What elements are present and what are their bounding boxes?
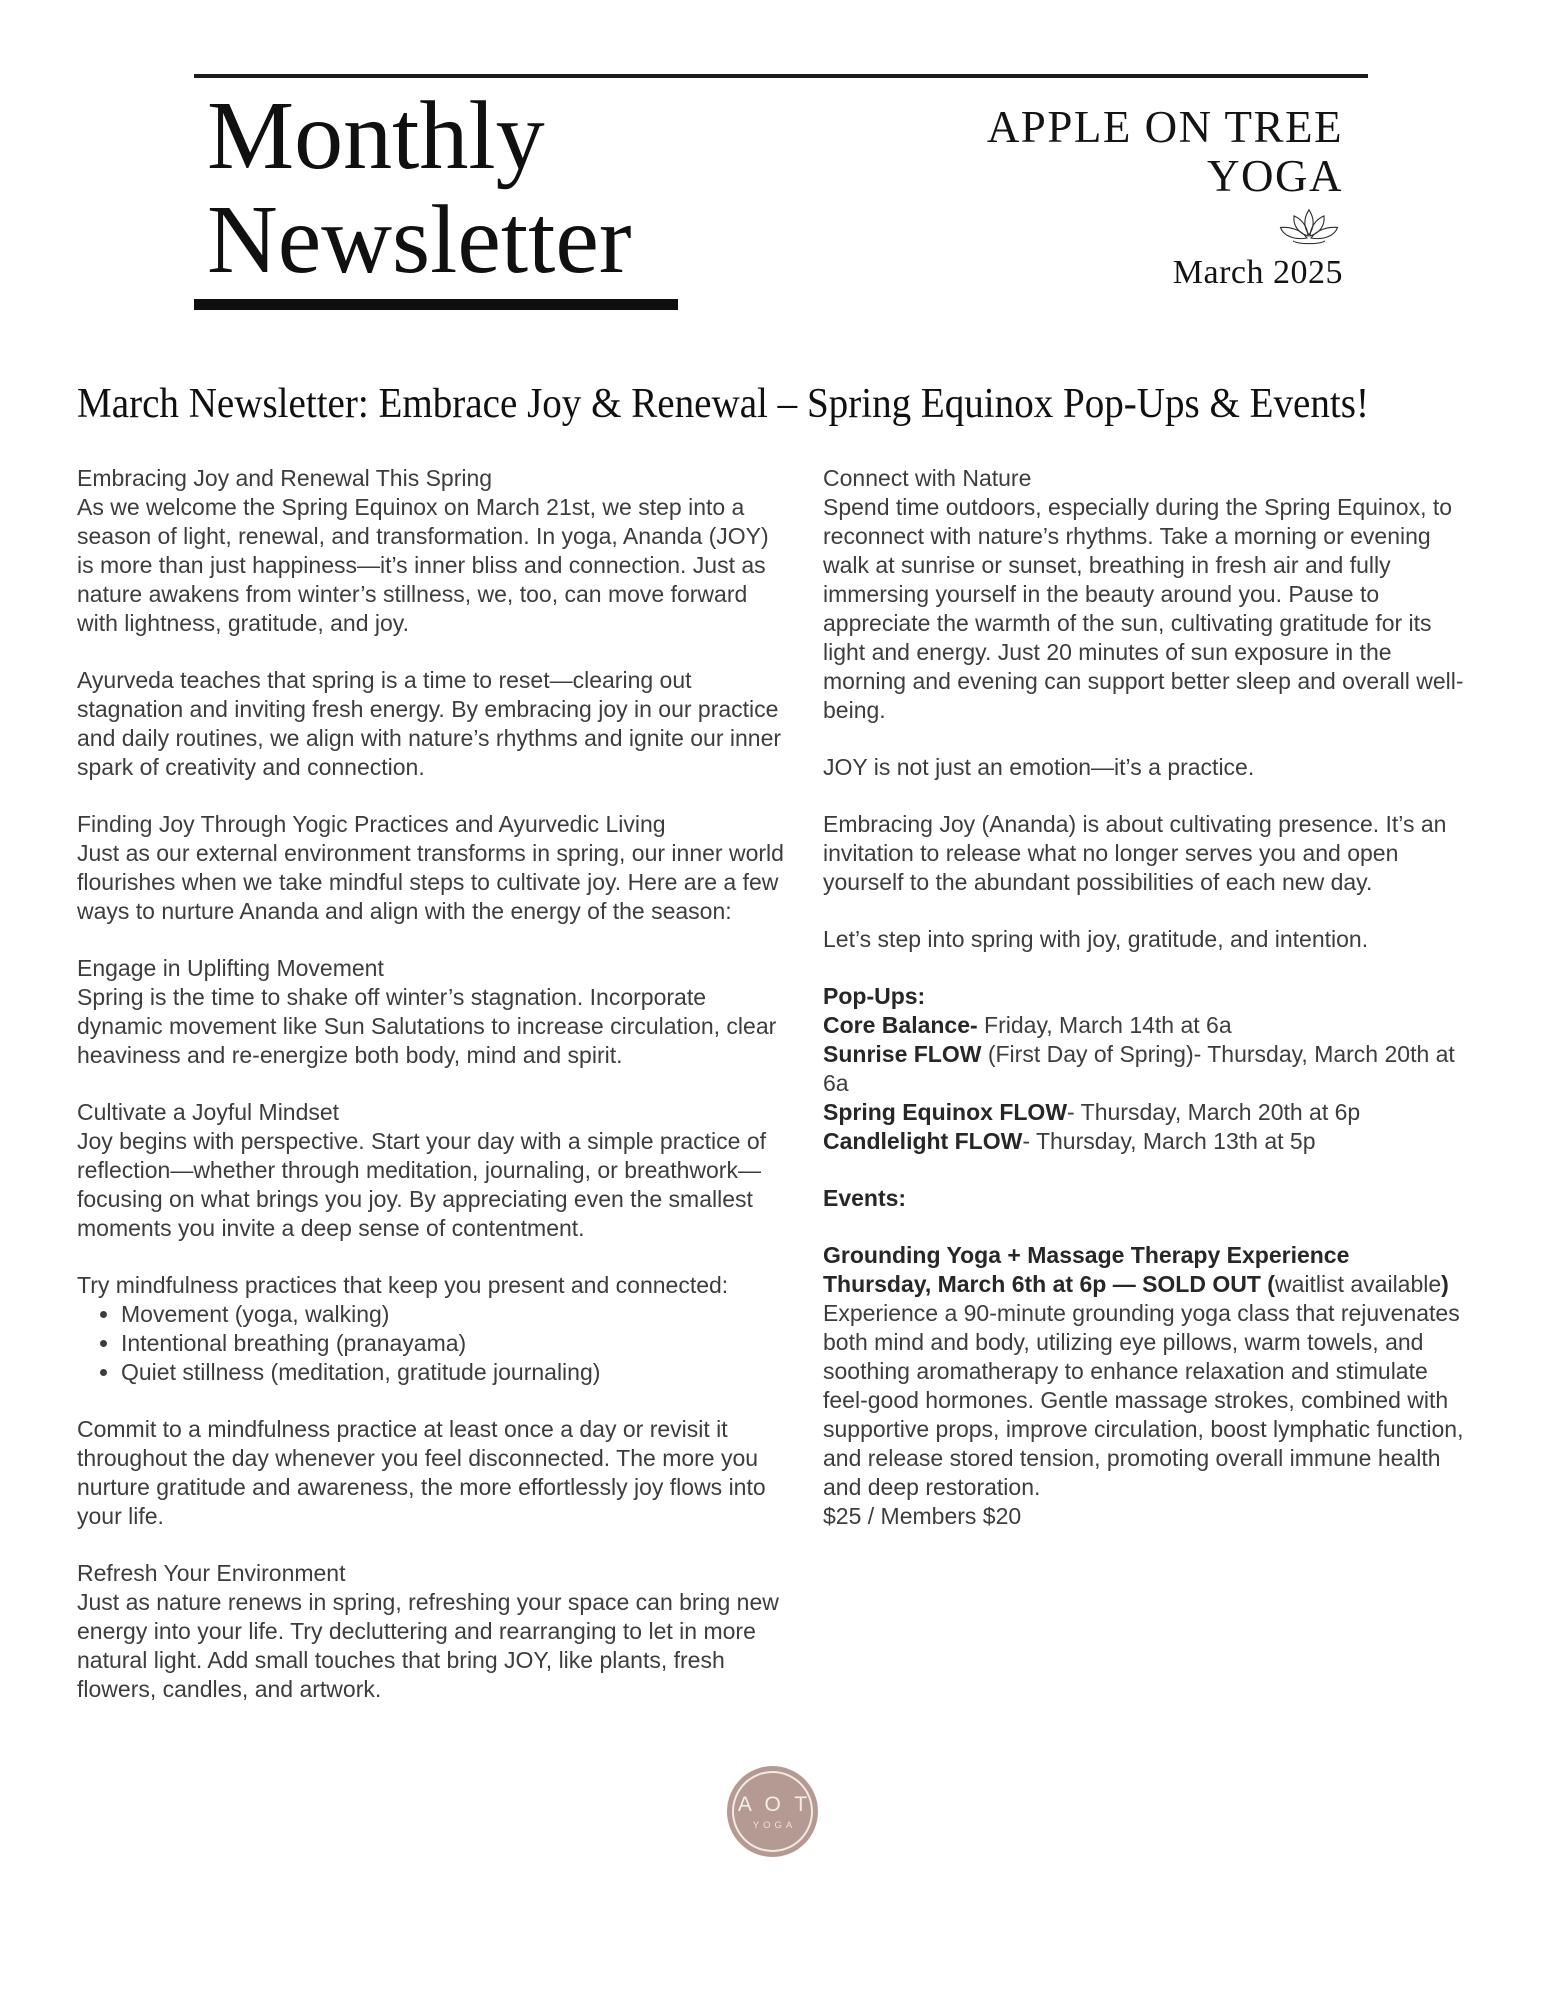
text-line (77, 954, 789, 983)
text-line (77, 839, 789, 926)
text-line (77, 493, 789, 638)
text-line (77, 1415, 789, 1531)
header-top-rule (194, 74, 1368, 78)
text-run: Connect with Nature (823, 465, 1032, 491)
text-run: Engage in Uplifting Movement (77, 955, 384, 981)
text-line (77, 1271, 789, 1300)
text-line (823, 810, 1468, 897)
paragraph-block (77, 954, 789, 1070)
text-run: Candlelight FLOW (823, 1128, 1023, 1154)
text-line (77, 1588, 789, 1704)
text-run: Try mindfulness practices that keep you present and connected: (77, 1272, 729, 1298)
text-run: Just as nature renews in spring, refreshing your space can bring new energy into your life. Try decluttering and rearranging to let in more natural light. Add small touches that bring JOY, like plants, fresh flowers, candles, and artwork. (77, 1589, 779, 1702)
newsletter-title (207, 84, 632, 292)
text-line (823, 1502, 1468, 1531)
paragraph-block (823, 753, 1468, 782)
text-run: Finding Joy Through Yogic Practices and Ayurvedic Living (77, 811, 666, 837)
bullet-item: • Movement (yoga, walking) (121, 1300, 789, 1329)
text-run: $25 / Members $20 (823, 1503, 1022, 1529)
title-underline-bar (194, 299, 678, 310)
paragraph-block (77, 1271, 789, 1300)
paragraph-block (823, 464, 1468, 725)
right-column (823, 464, 1468, 1732)
text-run: Pop-Ups: (823, 983, 926, 1009)
text-line (77, 666, 789, 782)
logo-initials: A O T (737, 1792, 812, 1816)
text-run: Experience a 90-minute grounding yoga class that rejuvenates both mind and body, utilizing eye pillows, warm towels, and soothing aromatherapy to enhance relaxation and stimulate feel-good hormones. Gentle massage strokes, combined with supportive props, improve circulation, boost lymphatic function, and release stored tension, promoting overall immune health and deep restoration. (823, 1300, 1464, 1500)
text-line (77, 983, 789, 1070)
brand-name-line-2: YOGA (1207, 151, 1343, 201)
text-run: waitlist available (1274, 1271, 1442, 1297)
text-line (77, 464, 789, 493)
text-run: Spend time outdoors, especially during the Spring Equinox, to reconnect with nature’s rhythms. Take a morning or evening walk at sunrise or sunset, breathing in fresh air and fully immersing yourself in the beauty around you. Pause to appreciate the warmth of the sun, cultivating gratitude for its light and energy. Just 20 minutes of sun exposure in the morning and evening can support better sleep and overall well-being. (823, 494, 1464, 723)
text-run: Grounding Yoga + Massage Therapy Experience (823, 1242, 1350, 1268)
text-run: As we welcome the Spring Equinox on March 21st, we step into a season of light, renewal, and transformation. In yoga, Ananda (JOY) is more than just happiness—it’s inner bliss and connection. Just as nature awakens from winter’s stillness, we, too, can move forward with lightness, gratitude, and joy. (77, 494, 769, 636)
text-run: Embracing Joy (Ananda) is about cultivating presence. It’s an invitation to release what no longer serves you and open yourself to the abundant possibilities of each new day. (823, 811, 1447, 895)
text-line (823, 1184, 1468, 1213)
text-run: Friday, March 14th at 6a (977, 1012, 1232, 1038)
bullet-list (77, 1300, 789, 1387)
text-run: Sunrise FLOW (823, 1041, 982, 1067)
paragraph-block (77, 666, 789, 782)
brand-name (987, 103, 1343, 201)
paragraph-block (77, 1415, 789, 1531)
text-line (823, 1098, 1468, 1127)
newsletter-title-line-1: Monthly (207, 82, 545, 190)
brand-block (987, 103, 1343, 292)
brand-name-line-1: APPLE ON TREE (986, 102, 1343, 152)
text-line (823, 1127, 1468, 1156)
main-headline: March Newsletter: Embrace Joy & Renewal – Spring Equinox Pop-Ups & Events! (77, 381, 1369, 427)
logo-subtext: YOGA (752, 1819, 797, 1831)
text-run: Spring Equinox FLOW (823, 1099, 1068, 1125)
text-run: - Thursday, March 20th at 6p (1067, 1099, 1361, 1125)
text-line (823, 753, 1468, 782)
text-run: Let’s step into spring with joy, gratitude, and intention. (823, 926, 1369, 952)
paragraph-block (823, 982, 1468, 1156)
text-line (823, 925, 1468, 954)
text-run: Spring is the time to shake off winter’s stagnation. Incorporate dynamic movement like Sun Salutations to increase circulation, clear heaviness and re-energize both body, mind and spirit. (77, 984, 777, 1068)
paragraph-block (823, 925, 1468, 954)
text-line (823, 493, 1468, 725)
text-line (823, 1040, 1468, 1098)
text-run: Embracing Joy and Renewal This Spring (77, 465, 493, 491)
text-line (77, 810, 789, 839)
paragraph-block (77, 810, 789, 926)
text-run: Cultivate a Joyful Mindset (77, 1099, 340, 1125)
text-line (77, 1559, 789, 1588)
text-run: Commit to a mindfulness practice at least once a day or revisit it throughout the day whenever you feel disconnected. The more you nurture gratitude and awareness, the more effortlessly joy flows into your life. (77, 1416, 766, 1529)
text-line (823, 1241, 1468, 1270)
text-run: Just as our external environment transforms in spring, our inner world flourishes when we take mindful steps to cultivate joy. Here are a few ways to nurture Ananda and align with the energy of the season: (77, 840, 784, 924)
text-line (823, 1299, 1468, 1502)
text-line (77, 1098, 789, 1127)
footer-logo (727, 1766, 818, 1857)
text-run: Events: (823, 1185, 907, 1211)
text-run: Refresh Your Environment (77, 1560, 346, 1586)
text-run: ) (1441, 1271, 1449, 1297)
text-run: Core Balance- (823, 1012, 978, 1038)
paragraph-block (77, 1559, 789, 1704)
paragraph-block (823, 810, 1468, 897)
lotus-icon (1275, 207, 1343, 252)
paragraph-block (823, 1184, 1468, 1213)
paragraph-block (77, 464, 789, 638)
text-run: JOY is not just an emotion—it’s a practice. (823, 754, 1255, 780)
text-line (823, 1270, 1468, 1299)
newsletter-title-line-2: Newsletter (207, 186, 632, 294)
paragraph-block (77, 1098, 789, 1243)
bullet-item: • Intentional breathing (pranayama) (121, 1329, 789, 1358)
text-line (823, 464, 1468, 493)
issue-date: March 2025 (1172, 254, 1343, 291)
bullet-item: • Quiet stillness (meditation, gratitude journaling) (121, 1358, 789, 1387)
text-run: (First Day of Spring)- Thursday, March 20th at 6a (823, 1041, 1455, 1096)
text-line (823, 982, 1468, 1011)
text-line (823, 1011, 1468, 1040)
text-line (77, 1127, 789, 1243)
text-run: Ayurveda teaches that spring is a time to reset—clearing out stagnation and inviting fresh energy. By embracing joy in our practice and daily routines, we align with nature’s rhythms and ignite our inner spark of creativity and connection. (77, 667, 782, 780)
text-run: - Thursday, March 13th at 5p (1022, 1128, 1316, 1154)
text-run: Thursday, March 6th at 6p — SOLD OUT ( (823, 1271, 1275, 1297)
content-columns (77, 464, 1468, 1732)
left-column (77, 464, 789, 1732)
text-run: Joy begins with perspective. Start your day with a simple practice of reflection—whether through meditation, journaling, or breathwork—focusing on what brings you joy. By appreciating even the smallest moments you invite a deep sense of contentment. (77, 1128, 767, 1241)
paragraph-block (823, 1241, 1468, 1531)
